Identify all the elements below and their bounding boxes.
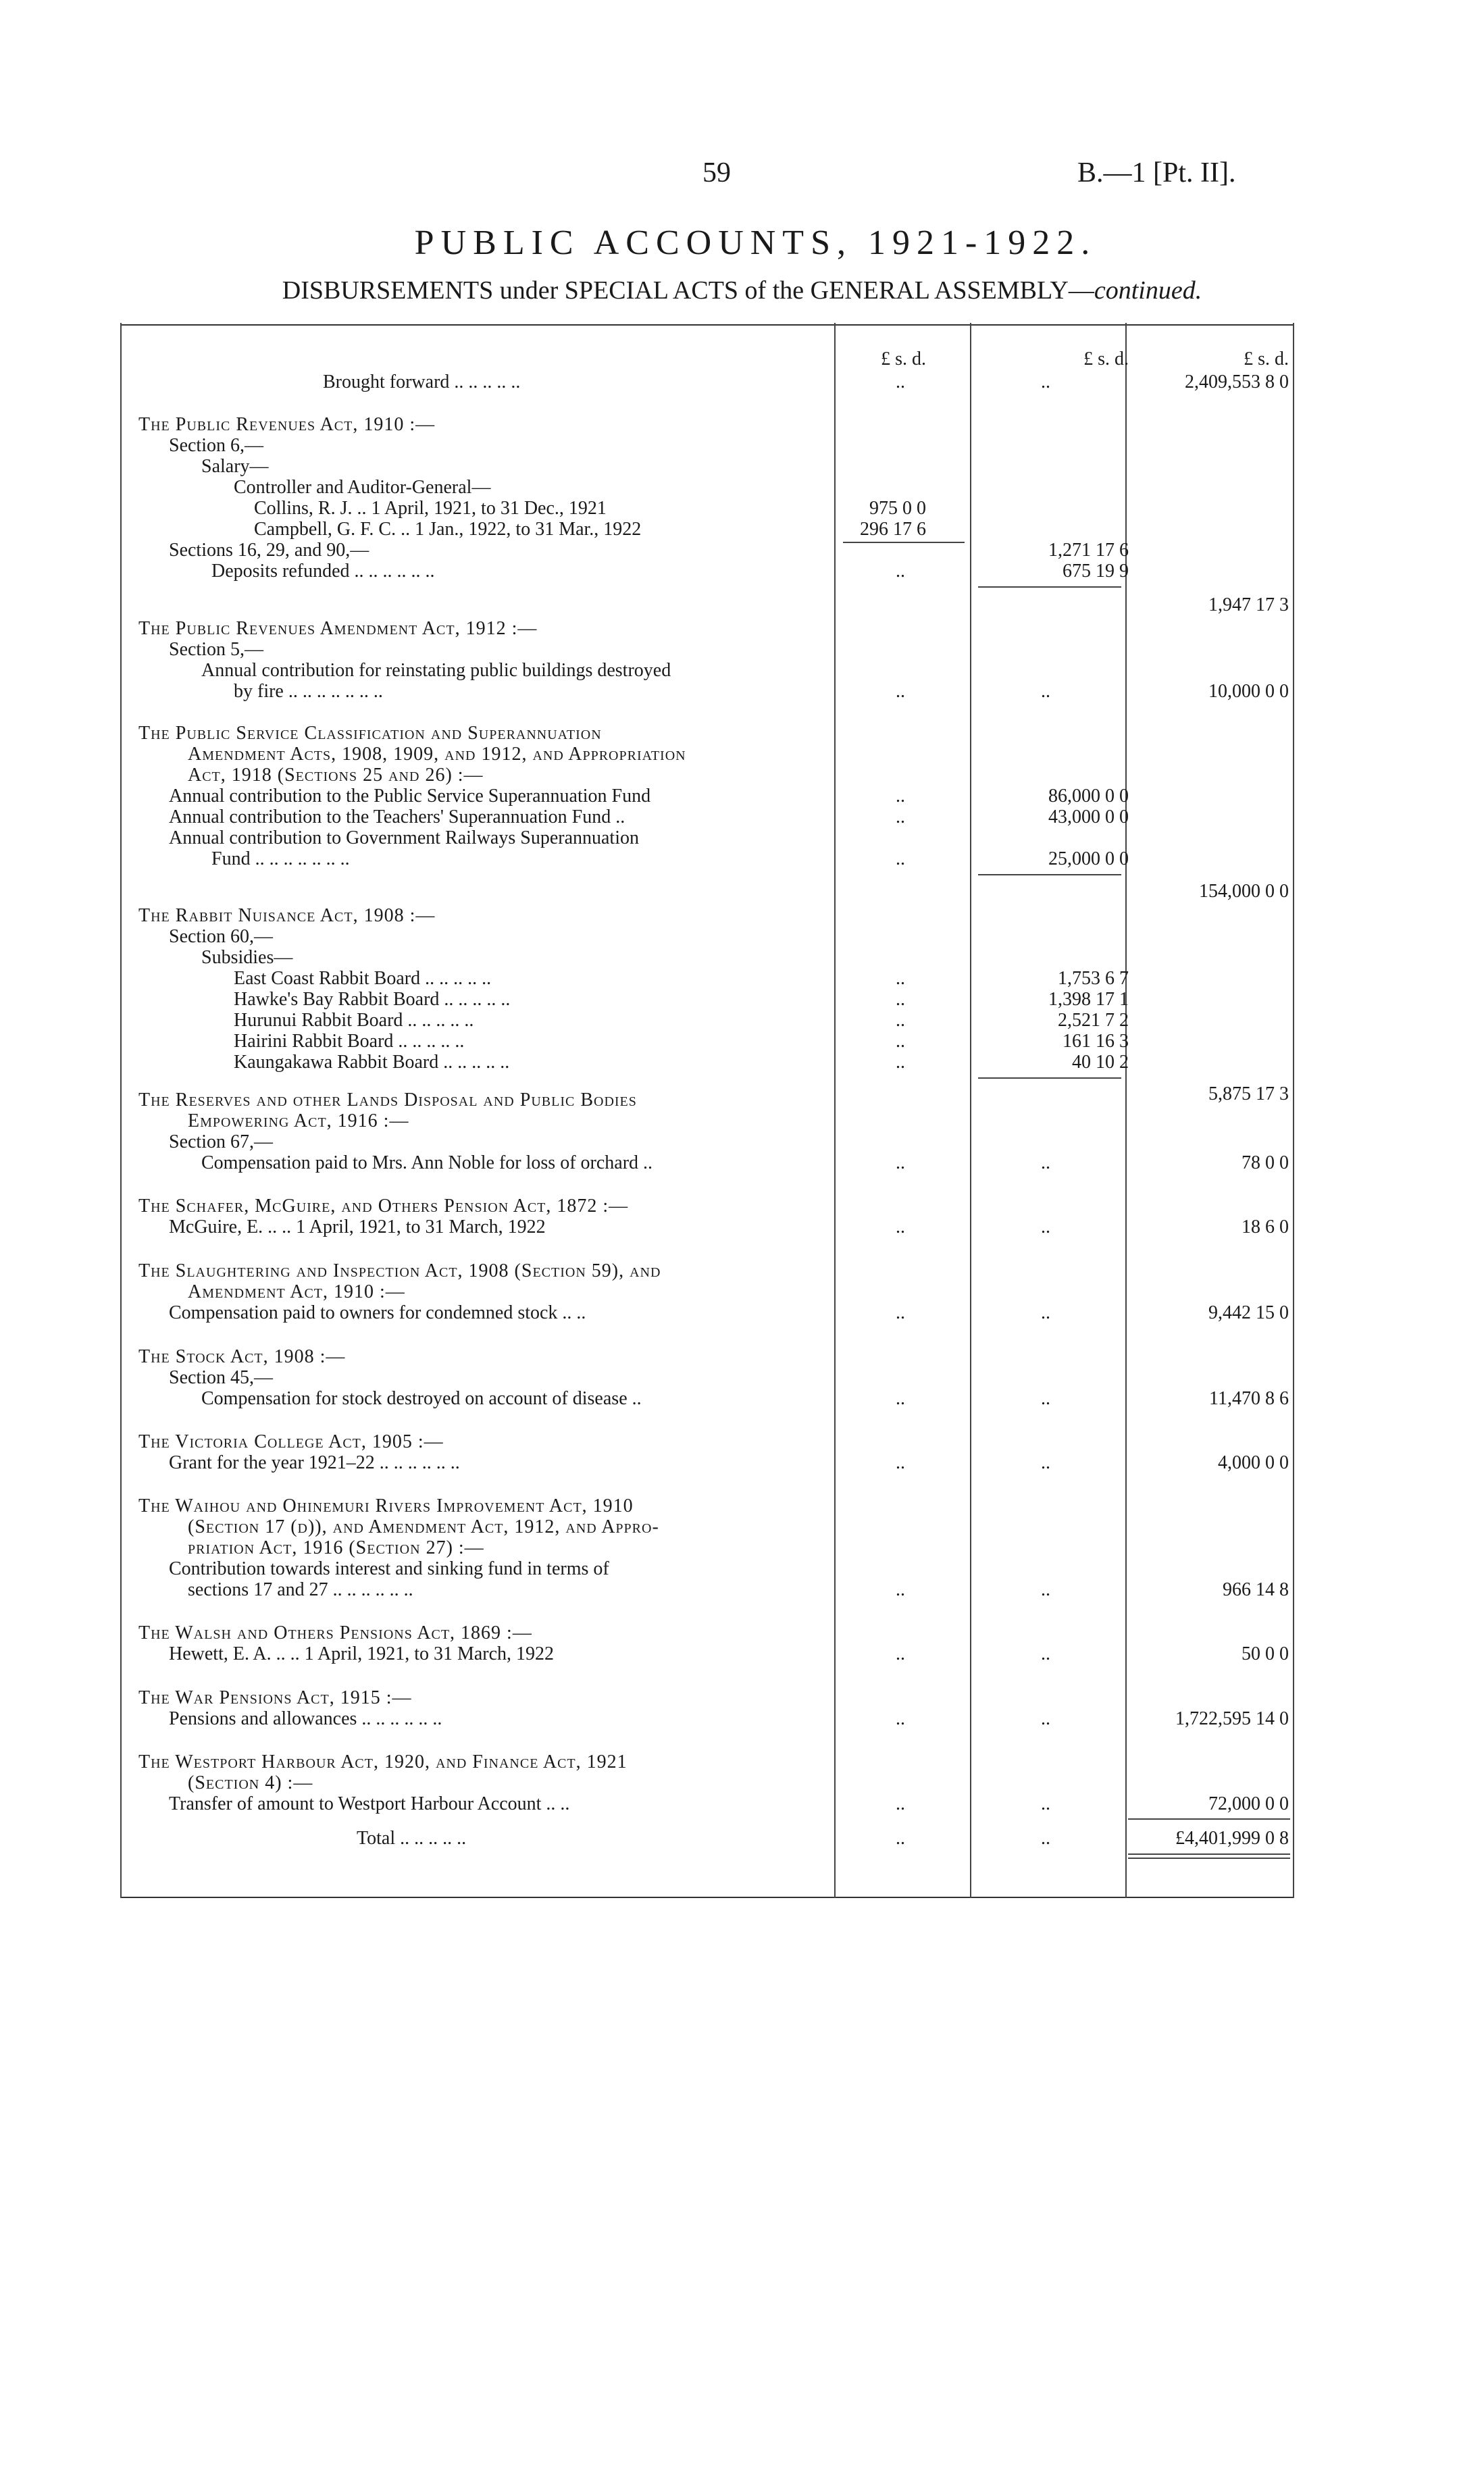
row-description: Controller and Auditor-General— xyxy=(234,477,491,498)
row-description: The War Pensions Act, 1915 :— xyxy=(138,1687,412,1708)
row-col3: 1,722,595 14 0 xyxy=(1175,1708,1289,1729)
row-description: Annual contribution to Government Railways Superannuation xyxy=(169,827,639,848)
column-header-3: £ s. d. xyxy=(1244,349,1289,369)
double-rule-lower xyxy=(1128,1858,1290,1859)
table-row xyxy=(120,881,1294,902)
table-row xyxy=(120,905,1294,927)
table-row xyxy=(120,765,1294,786)
row-description: Section 6,— xyxy=(169,435,263,456)
row-col2: .. xyxy=(1041,1152,1050,1173)
row-col2: .. xyxy=(1041,1579,1050,1600)
row-col1: .. xyxy=(896,1708,905,1729)
row-col2: 40 10 2 xyxy=(1072,1052,1129,1073)
table-row xyxy=(120,639,1294,661)
row-description: Fund .. .. .. .. .. .. .. xyxy=(211,848,350,869)
table-row xyxy=(120,1751,1294,1773)
row-col1: .. xyxy=(896,1010,905,1031)
table-row xyxy=(120,1052,1294,1073)
row-col2: .. xyxy=(1041,1793,1050,1814)
row-col2: 2,521 7 2 xyxy=(1058,1010,1129,1031)
row-col2: 161 16 3 xyxy=(1063,1031,1129,1052)
row-col1: .. xyxy=(896,1452,905,1473)
row-description: by fire .. .. .. .. .. .. .. xyxy=(234,681,383,702)
row-description: sections 17 and 27 .. .. .. .. .. .. xyxy=(188,1579,413,1600)
row-col1: .. xyxy=(896,561,905,582)
row-col1: .. xyxy=(896,807,905,827)
table-top-rule xyxy=(120,324,1294,326)
row-description: Transfer of amount to Westport Harbour Account .. .. xyxy=(169,1793,570,1814)
table-row xyxy=(120,1217,1294,1238)
row-col1: .. xyxy=(896,1152,905,1173)
table-row xyxy=(120,1367,1294,1389)
row-col3: 154,000 0 0 xyxy=(1199,881,1289,902)
row-description: Annual contribution for reinstating public buildings destroyed xyxy=(201,660,671,681)
row-col2: .. xyxy=(1041,372,1050,392)
subtitle-main: DISBURSEMENTS under SPECIAL ACTS of the GENERAL ASSEMBLY— xyxy=(282,276,1094,305)
row-description: Subsidies— xyxy=(201,947,293,968)
table-row xyxy=(120,1010,1294,1031)
table-row xyxy=(120,1622,1294,1644)
row-description: Pensions and allowances .. .. .. .. .. .. xyxy=(169,1708,442,1729)
subtitle-continued: continued. xyxy=(1094,276,1202,305)
row-description: McGuire, E. .. .. 1 April, 1921, to 31 March, 1922 xyxy=(169,1217,546,1237)
row-col1: .. xyxy=(896,1388,905,1409)
row-description: Brought forward .. .. .. .. .. xyxy=(323,372,521,392)
table-row xyxy=(120,723,1294,744)
double-rule-upper xyxy=(1128,1853,1290,1855)
row-col2: .. xyxy=(1041,1828,1050,1849)
table-row xyxy=(120,414,1294,436)
row-description: Section 5,— xyxy=(169,639,263,660)
row-col1: .. xyxy=(896,989,905,1010)
row-description: The Waihou and Ohinemuri Rivers Improvement Act, 1910 xyxy=(138,1495,634,1516)
row-description: The Public Revenues Amendment Act, 1912 :— xyxy=(138,618,538,639)
row-description: Compensation for stock destroyed on account of disease .. xyxy=(201,1388,642,1409)
page-subtitle xyxy=(0,276,1484,305)
row-description: Amendment Act, 1910 :— xyxy=(188,1281,405,1302)
subtotal-rule xyxy=(978,1077,1121,1079)
row-description: The Victoria College Act, 1905 :— xyxy=(138,1431,444,1452)
row-col2: 25,000 0 0 xyxy=(1048,848,1129,869)
row-description: Kaungakawa Rabbit Board .. .. .. .. .. xyxy=(234,1052,510,1073)
table-row xyxy=(120,1708,1294,1730)
row-col3: 50 0 0 xyxy=(1242,1643,1289,1664)
table-row xyxy=(120,807,1294,828)
row-description: (Section 4) :— xyxy=(188,1772,313,1793)
table-row xyxy=(120,561,1294,582)
row-description: Annual contribution to the Teachers' Superannuation Fund .. xyxy=(169,807,625,827)
row-col1: .. xyxy=(896,1793,905,1814)
row-col1: .. xyxy=(896,1579,905,1600)
row-description: Compensation paid to Mrs. Ann Noble for loss of orchard .. xyxy=(201,1152,653,1173)
row-col2: 1,753 6 7 xyxy=(1058,968,1129,989)
table-row xyxy=(120,989,1294,1011)
row-col3: 966 14 8 xyxy=(1223,1579,1289,1600)
row-description: The Reserves and other Lands Disposal and Public Bodies xyxy=(138,1090,637,1110)
row-col2: 86,000 0 0 xyxy=(1048,786,1129,807)
table-row xyxy=(120,1793,1294,1815)
column-header-1: £ s. d. xyxy=(881,349,926,369)
row-description: The Schafer, McGuire, and Others Pension Act, 1872 :— xyxy=(138,1196,629,1217)
row-col3: 9,442 15 0 xyxy=(1208,1302,1289,1323)
table-row xyxy=(120,1281,1294,1303)
row-col3: 72,000 0 0 xyxy=(1208,1793,1289,1814)
row-col1: .. xyxy=(896,968,905,989)
table-row xyxy=(120,519,1294,540)
row-col1: 296 17 6 xyxy=(860,519,926,540)
page-title: PUBLIC ACCOUNTS, 1921-1922. xyxy=(414,224,1097,262)
row-col3: 11,470 8 6 xyxy=(1209,1388,1289,1409)
page-number: 59 xyxy=(702,157,731,188)
table-row xyxy=(120,594,1294,616)
row-col2: .. xyxy=(1041,1452,1050,1473)
table-bottom-rule xyxy=(120,1897,1294,1898)
table-row xyxy=(120,1537,1294,1559)
row-description: Hewett, E. A. .. .. 1 April, 1921, to 31 March, 1922 xyxy=(169,1643,555,1664)
row-description: Deposits refunded .. .. .. .. .. .. xyxy=(211,561,435,582)
table-row xyxy=(120,786,1294,807)
row-description: The Walsh and Others Pensions Act, 1869 :— xyxy=(138,1622,532,1643)
table-row xyxy=(120,1516,1294,1538)
row-col1: .. xyxy=(896,1031,905,1052)
row-col2: 1,271 17 6 xyxy=(1048,540,1129,561)
table-row xyxy=(120,1346,1294,1368)
table-row xyxy=(120,477,1294,498)
table-row xyxy=(120,1495,1294,1517)
table-row xyxy=(120,1302,1294,1324)
disbursements-table xyxy=(120,323,1294,1898)
table-row xyxy=(120,1388,1294,1410)
row-description: Total .. .. .. .. .. xyxy=(357,1828,467,1849)
row-col1: .. xyxy=(896,1052,905,1073)
table-row xyxy=(120,968,1294,990)
table-row xyxy=(120,1643,1294,1665)
table-row xyxy=(120,827,1294,849)
row-col3: 18 6 0 xyxy=(1242,1217,1289,1237)
row-col2: .. xyxy=(1041,1643,1050,1664)
row-description: Amendment Acts, 1908, 1909, and 1912, and Appropriation xyxy=(188,744,686,765)
row-col1: .. xyxy=(896,681,905,702)
row-description: priation Act, 1916 (Section 27) :— xyxy=(188,1537,484,1558)
row-description: Grant for the year 1921–22 .. .. .. .. .. .. xyxy=(169,1452,460,1473)
row-col2: 1,398 17 1 xyxy=(1048,989,1129,1010)
table-row xyxy=(120,1110,1294,1132)
subtotal-rule xyxy=(978,874,1121,875)
row-description: The Stock Act, 1908 :— xyxy=(138,1346,346,1367)
table-row xyxy=(120,498,1294,519)
row-description: The Slaughtering and Inspection Act, 1908 (Section 59), and xyxy=(138,1260,661,1281)
row-col2: .. xyxy=(1041,1302,1050,1323)
row-col3: 78 0 0 xyxy=(1242,1152,1289,1173)
row-col1: .. xyxy=(896,848,905,869)
table-row xyxy=(120,618,1294,640)
row-col1: .. xyxy=(896,1643,905,1664)
row-col3: 1,947 17 3 xyxy=(1208,594,1289,615)
row-description: The Public Revenues Act, 1910 :— xyxy=(138,414,436,435)
row-description: Hairini Rabbit Board .. .. .. .. .. xyxy=(234,1031,465,1052)
row-col2: 43,000 0 0 xyxy=(1048,807,1129,827)
row-description: East Coast Rabbit Board .. .. .. .. .. xyxy=(234,968,492,989)
row-col2: .. xyxy=(1041,1388,1050,1409)
table-row xyxy=(120,1196,1294,1217)
row-col3: 4,000 0 0 xyxy=(1218,1452,1289,1473)
row-description: The Public Service Classification and Superannuation xyxy=(138,723,602,744)
table-row xyxy=(120,1687,1294,1709)
table-row xyxy=(120,926,1294,948)
table-row xyxy=(120,1431,1294,1453)
row-col3: 5,875 17 3 xyxy=(1208,1083,1289,1104)
column-header-row xyxy=(120,349,1294,370)
row-description: Section 45,— xyxy=(169,1367,273,1388)
row-description: Section 67,— xyxy=(169,1131,273,1152)
table-row xyxy=(120,1579,1294,1601)
row-description: Compensation paid to owners for condemned stock .. .. xyxy=(169,1302,586,1323)
table-row xyxy=(120,1260,1294,1282)
document-reference: B.—1 [Pt. II]. xyxy=(1077,157,1236,188)
column-header-2: £ s. d. xyxy=(1083,349,1129,369)
row-description: Contribution towards interest and sinking fund in terms of xyxy=(169,1558,609,1579)
row-col2: .. xyxy=(1041,681,1050,702)
row-description: Collins, R. J. .. 1 April, 1921, to 31 Dec., 1921 xyxy=(254,498,607,519)
row-col1: 975 0 0 xyxy=(869,498,926,519)
row-description: The Rabbit Nuisance Act, 1908 :— xyxy=(138,905,436,926)
row-col1: .. xyxy=(896,1828,905,1849)
row-description: The Westport Harbour Act, 1920, and Finance Act, 1921 xyxy=(138,1751,628,1772)
table-row xyxy=(120,1152,1294,1174)
row-col3: 2,409,553 8 0 xyxy=(1185,372,1289,392)
row-col2: .. xyxy=(1041,1708,1050,1729)
table-row xyxy=(120,1131,1294,1153)
table-row xyxy=(120,456,1294,478)
table-row xyxy=(120,1452,1294,1474)
row-description: Annual contribution to the Public Service Superannuation Fund xyxy=(169,786,651,807)
row-col1: .. xyxy=(896,372,905,392)
row-description: Section 60,— xyxy=(169,926,273,947)
row-col1: .. xyxy=(896,1217,905,1237)
table-row xyxy=(120,372,1294,393)
table-row xyxy=(120,1031,1294,1052)
table-row xyxy=(120,1090,1294,1111)
table-row-total xyxy=(120,1828,1294,1849)
subtotal-rule xyxy=(978,586,1121,588)
row-description: Act, 1918 (Sections 25 and 26) :— xyxy=(188,765,484,786)
table-row xyxy=(120,744,1294,765)
table-row xyxy=(120,540,1294,561)
row-col2: 675 19 9 xyxy=(1063,561,1129,582)
row-description: Sections 16, 29, and 90,— xyxy=(169,540,369,561)
row-description: Hawke's Bay Rabbit Board .. .. .. .. .. xyxy=(234,989,511,1010)
table-row xyxy=(120,660,1294,682)
row-description: Hurunui Rabbit Board .. .. .. .. .. xyxy=(234,1010,474,1031)
row-col3: 10,000 0 0 xyxy=(1208,681,1289,702)
table-row xyxy=(120,681,1294,702)
table-row xyxy=(120,947,1294,969)
row-description: (Section 17 (d)), and Amendment Act, 1912, and Appro- xyxy=(188,1516,659,1537)
total-rule xyxy=(1128,1818,1290,1820)
row-description: Empowering Act, 1916 :— xyxy=(188,1110,409,1131)
row-col1: .. xyxy=(896,1302,905,1323)
table-row xyxy=(120,848,1294,870)
table-row xyxy=(120,435,1294,457)
row-description: Salary— xyxy=(201,456,269,477)
table-row xyxy=(120,1558,1294,1580)
row-col1: .. xyxy=(896,786,905,807)
table-row xyxy=(120,1772,1294,1794)
row-col2: .. xyxy=(1041,1217,1050,1237)
row-col3: £4,401,999 0 8 xyxy=(1175,1828,1289,1849)
row-description: Campbell, G. F. C. .. 1 Jan., 1922, to 31 Mar., 1922 xyxy=(254,519,642,540)
